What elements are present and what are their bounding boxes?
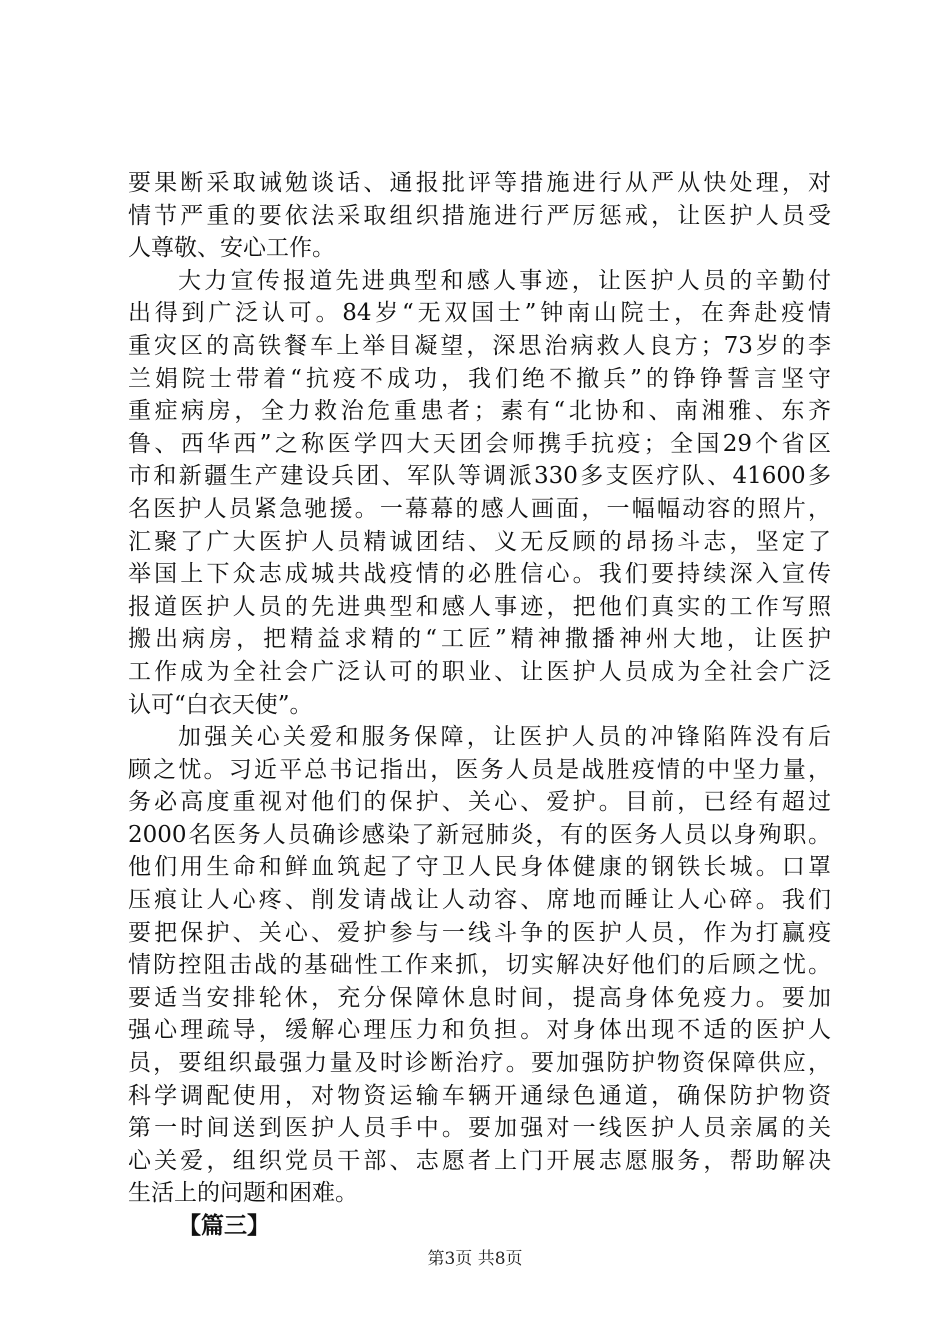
document-body [128, 167, 831, 1243]
text-line: 大力宣传报道先进典型和感人事迹，让医护人员的辛勤付 [178, 267, 831, 294]
text-line: 工作成为全社会广泛认可的职业、让医护人员成为全社会广泛 [128, 658, 831, 685]
text-line: 第一时间送到医护人员手中。要加强对一线医护人员亲属的关 [128, 1115, 831, 1142]
text-line: 心关爱，组织党员干部、志愿者上门开展志愿服务，帮助解决 [128, 1147, 831, 1174]
text-line: 强心理疏导，缓解心理压力和负担。对身体出现不适的医护人 [128, 1017, 831, 1044]
paragraph [128, 265, 831, 721]
text-line: 员，要组织最强力量及时诊断治疗。要加强防护物资保障供应， [128, 1050, 831, 1077]
text-line: 鲁、西华西”之称医学四大天团会师携手抗疫；全国29个省区 [128, 430, 831, 457]
page-number: 第3页 共8页 [427, 1249, 523, 1269]
text-line: 重症病房，全力救治危重患者；素有“北协和、南湘雅、东齐 [128, 398, 831, 425]
text-line: 举国上下众志成城共战疫情的必胜信心。我们要持续深入宣传 [128, 561, 831, 588]
text-line: 市和新疆生产建设兵团、军队等调派330多支医疗队、41600多 [128, 463, 831, 490]
text-line: 要适当安排轮休，充分保障休息时间，提高身体免疫力。要加 [128, 984, 831, 1011]
text-line: 兰娟院士带着“抗疫不成功，我们绝不撤兵”的铮铮誓言坚守 [128, 365, 831, 392]
text-line: 务必高度重视对他们的保护、关心、爱护。目前，已经有超过 [128, 789, 831, 816]
text-line: 加强关心关爱和服务保障，让医护人员的冲锋陷阵没有后 [178, 724, 831, 751]
text-line: 科学调配使用，对物资运输车辆开通绿色通道，确保防护物资 [128, 1082, 831, 1109]
text-line: 报道医护人员的先进典型和感人事迹，把他们真实的工作写照 [128, 593, 831, 620]
text-line: 压痕让人心疼、削发请战让人动容、席地而睡让人心碎。我们 [128, 887, 831, 914]
text-line: 汇聚了广大医护人员精诚团结、义无反顾的昂扬斗志，坚定了 [128, 528, 831, 555]
section-heading: 【篇三】 [178, 1212, 270, 1239]
text-line: 2000名医务人员确诊感染了新冠肺炎，有的医务人员以身殉职。 [128, 821, 831, 848]
text-line: 生活上的问题和困难。 [128, 1180, 358, 1207]
text-line: 重灾区的高铁餐车上举目凝望，深思治病救人良方；73岁的李 [128, 332, 831, 359]
text-line: 搬出病房，把精益求精的“工匠”精神撒播神州大地，让医护 [128, 626, 831, 653]
text-line: 顾之忧。习近平总书记指出，医务人员是战胜疫情的中坚力量， [128, 756, 831, 783]
text-line: 情防控阻击战的基础性工作来抓，切实解决好他们的后顾之忧。 [128, 952, 831, 979]
text-line: 人尊敬、安心工作。 [128, 235, 335, 262]
text-line: 名医护人员紧急驰援。一幕幕的感人画面，一幅幅动容的照片， [128, 495, 831, 522]
text-line: 认可“白衣天使”。 [128, 691, 313, 718]
text-line: 他们用生命和鲜血筑起了守卫人民身体健康的钢铁长城。口罩 [128, 854, 831, 881]
text-line: 出得到广泛认可。84岁“无双国士”钟南山院士，在奔赴疫情 [128, 300, 831, 327]
paragraph [128, 721, 831, 1210]
paragraph [128, 167, 831, 265]
text-line: 情节严重的要依法采取组织措施进行严厉惩戒，让医护人员受 [128, 202, 831, 229]
text-line: 要果断采取诫勉谈话、通报批评等措施进行从严从快处理，对 [128, 170, 831, 196]
text-line: 要把保护、关心、爱护参与一线斗争的医护人员，作为打赢疫 [128, 919, 831, 946]
